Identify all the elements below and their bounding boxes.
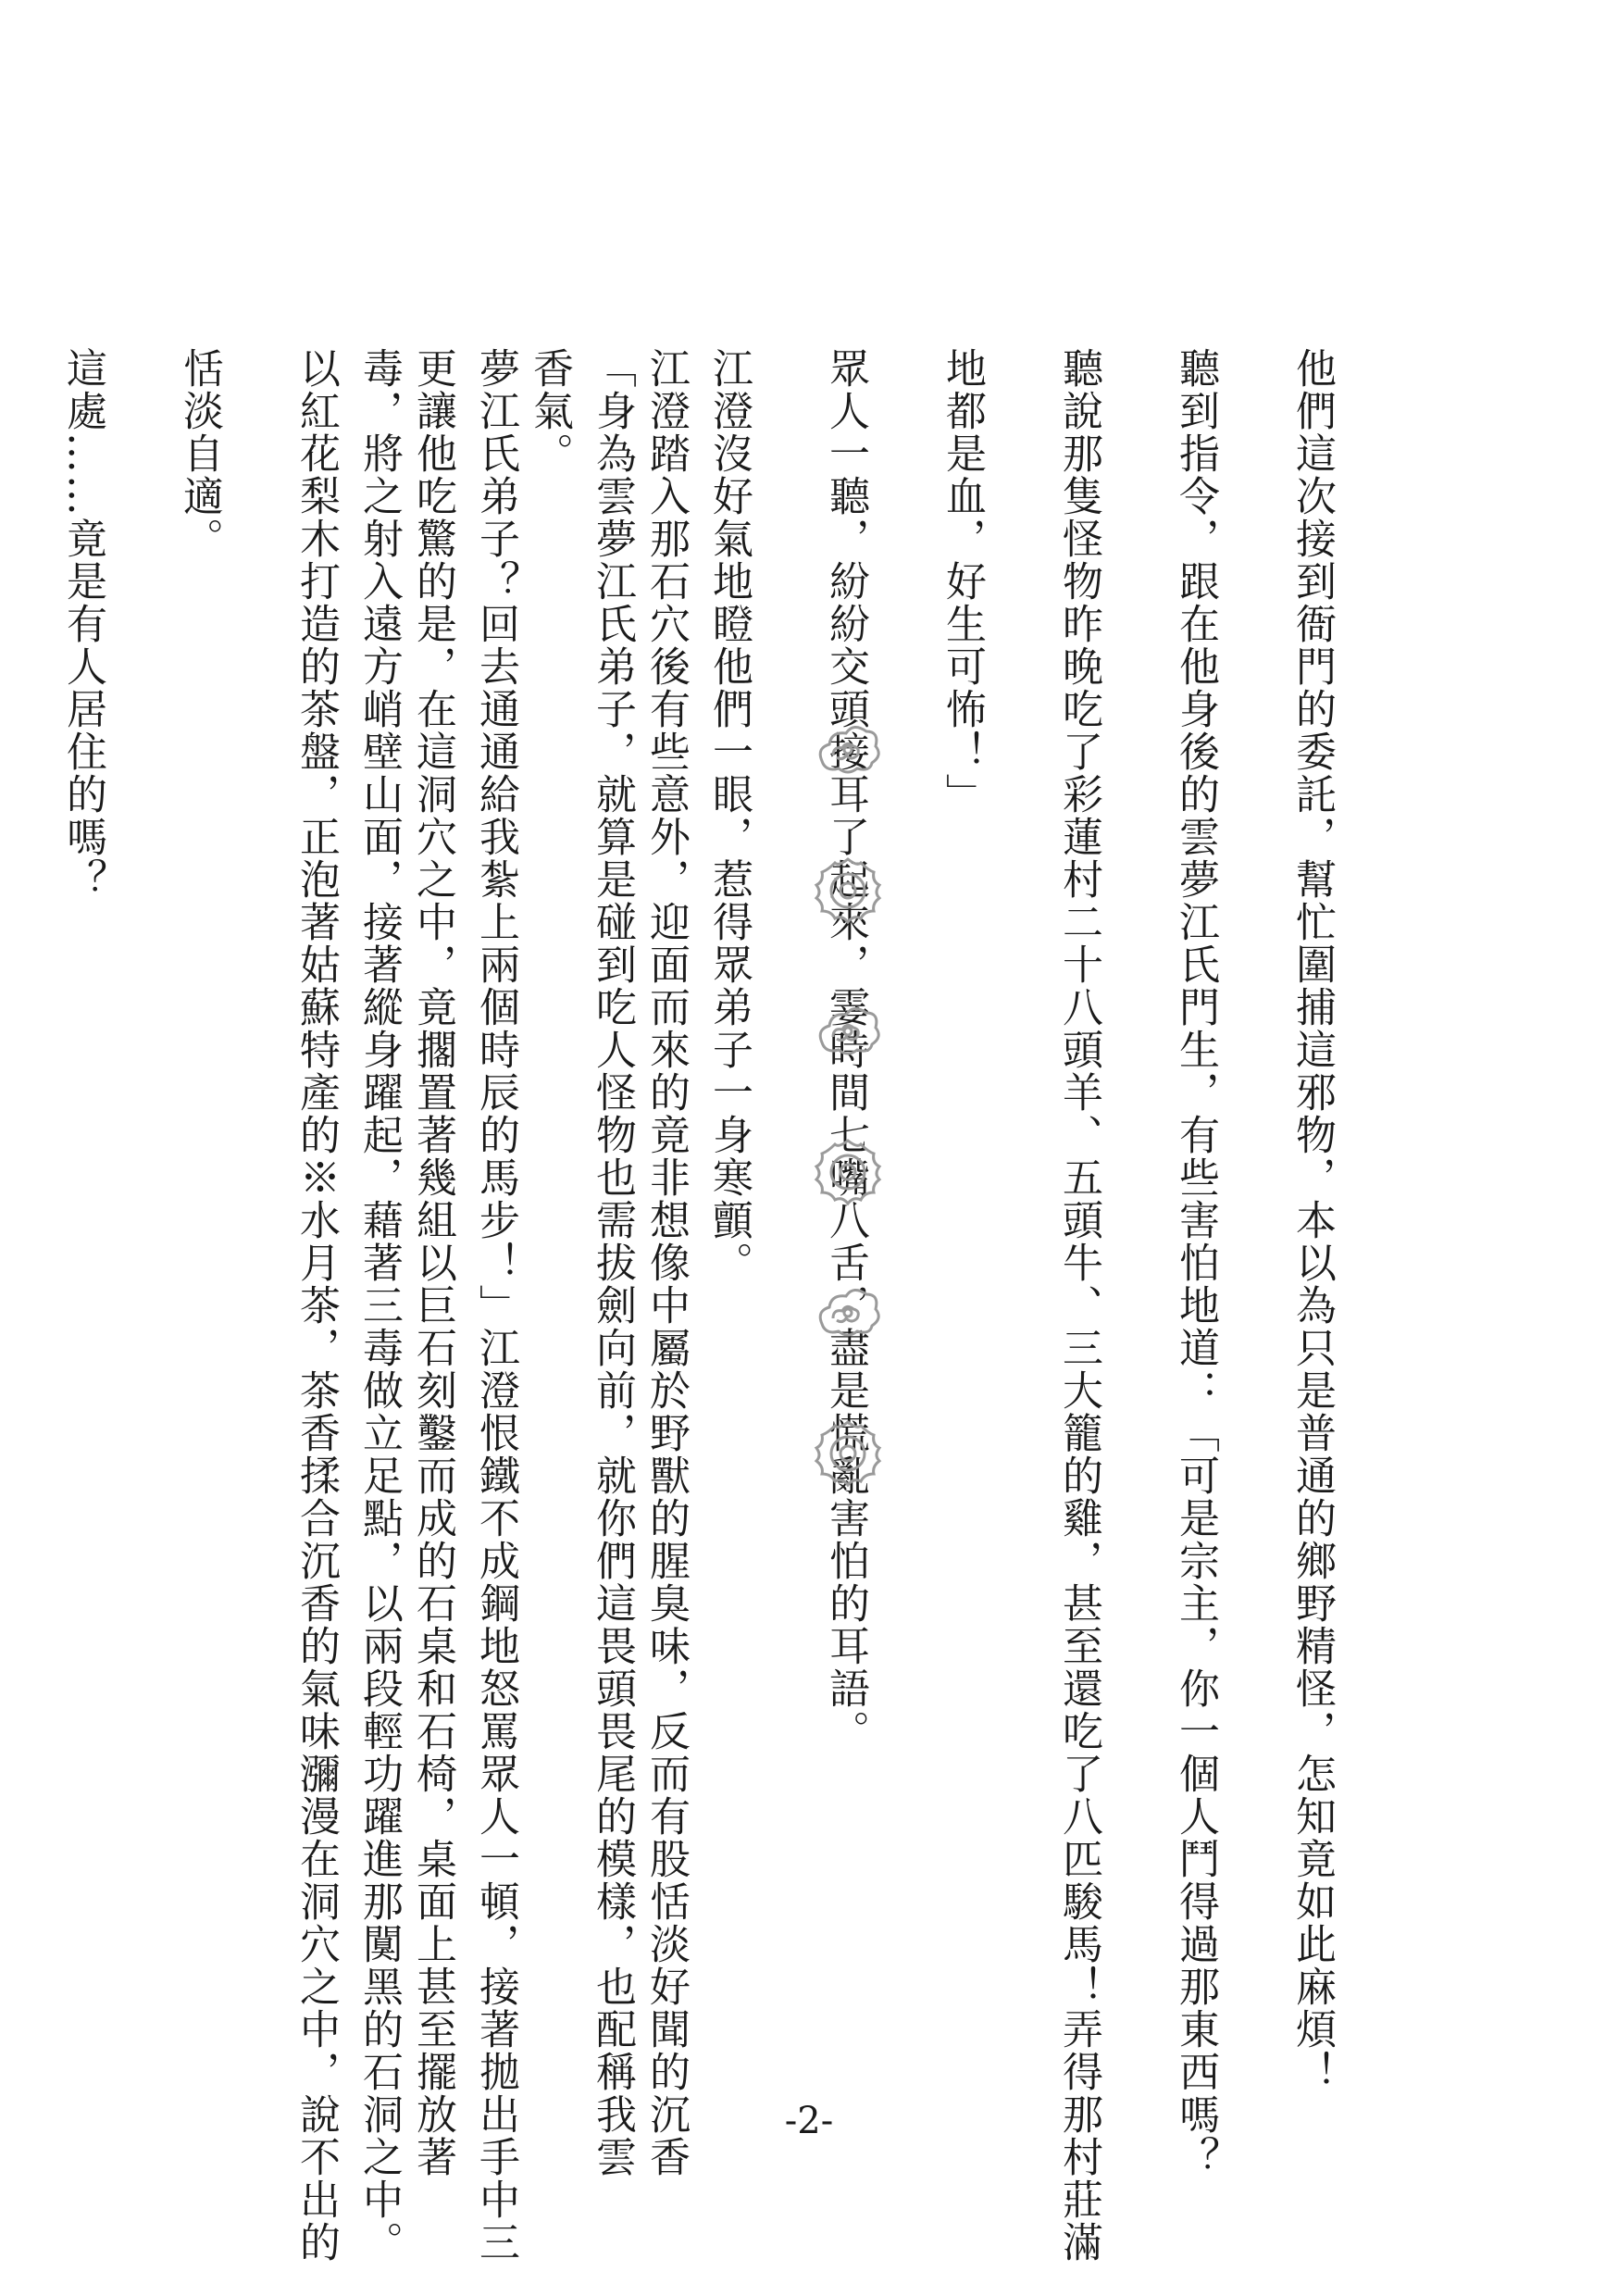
text-column: 夢江氏弟子？回去通通給我紮上兩個時辰的馬步！」江澄恨鐵不成鋼地怒罵眾人一頓，接著拋出手中三 xyxy=(472,347,519,2264)
cloud-ornament-icon xyxy=(811,713,885,787)
flower-ornament-icon xyxy=(811,1416,885,1491)
text-column: 「身為雲夢江氏弟子，就算是碰到吃人怪物也需拔劍向前，就你們這畏頭畏尾的模樣，也配稱我雲 xyxy=(589,347,636,2178)
text-column: 江澄踏入那石穴後有些意外，迎面而來的竟非想像中屬於野獸的腥臭味，反而有股恬淡好聞的沉香 xyxy=(642,347,690,2178)
cloud-ornament-icon xyxy=(811,1276,885,1350)
text-column: 香氣。 xyxy=(526,347,573,475)
cloud-ornament-icon xyxy=(811,994,885,1068)
flower-ornament-icon xyxy=(811,854,885,928)
page-number: -2- xyxy=(784,2100,834,2142)
text-column: 眾人一聽，紛紛交頭接耳了起來，霎時間七嘴八舌，盡是慌亂害怕的耳語。 xyxy=(822,347,869,1753)
text-block-left xyxy=(0,347,763,2264)
section-divider xyxy=(803,713,892,1491)
text-column: 聽說那隻怪物昨晚吃了彩蓮村二十八頭羊、五頭牛、三大籠的雞，甚至還吃了八匹駿馬！弄得那村莊滿 xyxy=(1055,347,1102,2264)
text-column: 毒，將之射入遠方峭壁山面，接著縱身躍起，藉著三毒做立足點，以兩段輕功躍進那闃黑的石洞之中。 xyxy=(355,347,403,2264)
text-column: 江澄沒好氣地瞪他們一眼，惹得眾弟子一身寒顫。 xyxy=(705,347,753,1284)
text-column: 恬淡自適。 xyxy=(176,347,223,560)
text-column: 更讓他吃驚的是，在這洞穴之中，竟擱置著幾組以巨石刻鑿而成的石桌和石椅，桌面上甚至擺放著 xyxy=(409,347,456,2178)
text-column: 他們這次接到衙門的委託，幫忙圍捕這邪物，本以為只是普通的鄉野精怪，怎知竟如此麻煩！ xyxy=(1288,347,1336,2093)
text-column: 聽到指令，跟在他身後的雲夢江氏門生，有些害怕地道：「可是宗主，你一個人鬥得過那東西嗎？ xyxy=(1172,347,1219,2178)
text-column: 這處……竟是有人居住的嗎？ xyxy=(59,347,106,901)
text-column: 以紅花梨木打造的茶盤，正泡著姑蘇特產的※水月茶，茶香揉合沉香的氣味瀰漫在洞穴之中，說不出的 xyxy=(292,347,340,2264)
flower-ornament-icon xyxy=(811,1135,885,1209)
text-column: 地都是血，好生可怖！」 xyxy=(939,347,986,816)
